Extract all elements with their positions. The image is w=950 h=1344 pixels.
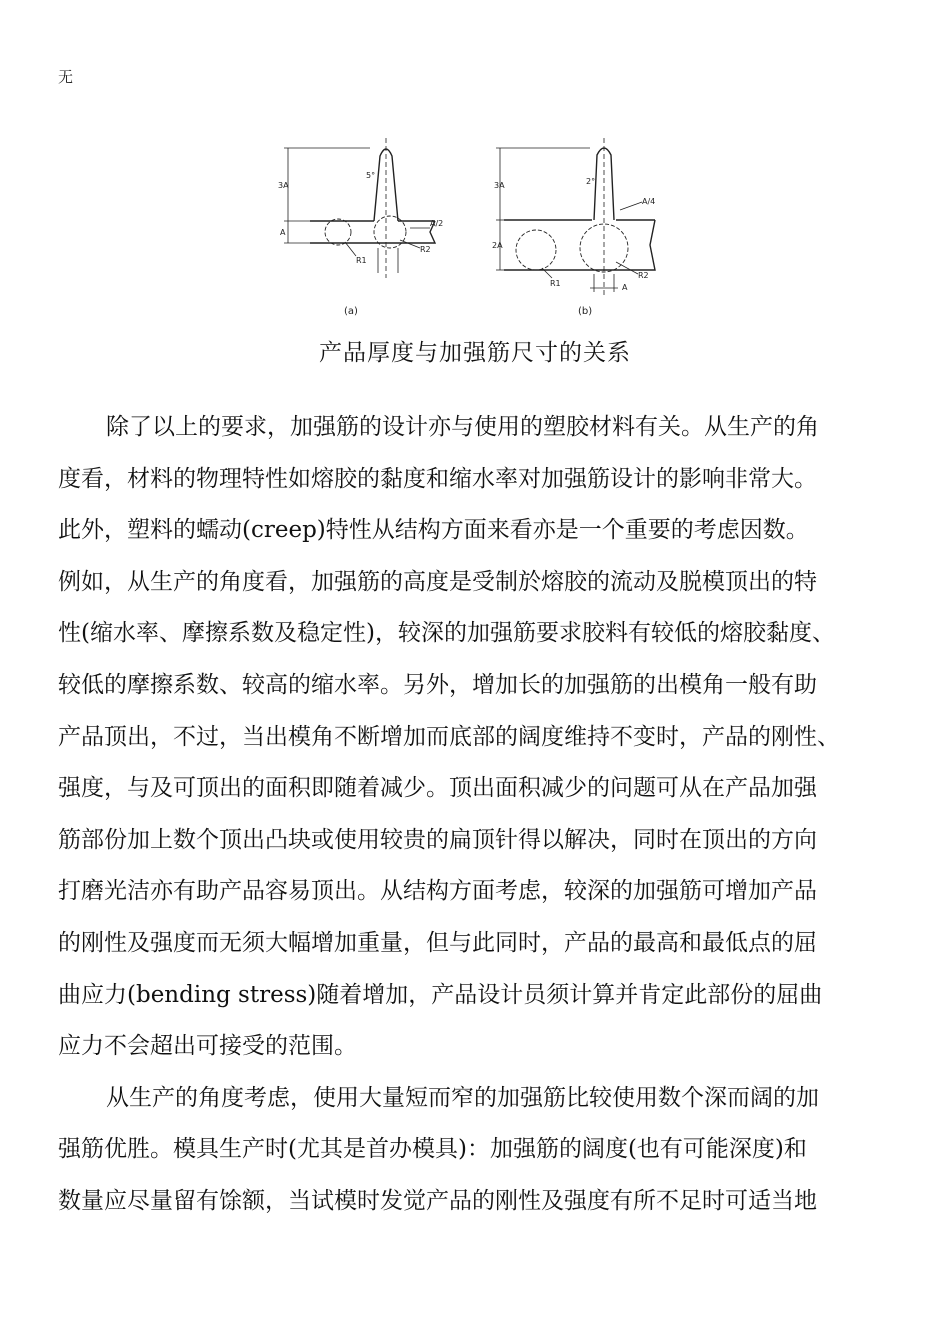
figure-caption: 产品厚度与加强筋尺寸的关系 (319, 340, 631, 366)
rib-dimension-figure (0, 128, 950, 328)
panel-b-angle: 2° (586, 177, 596, 186)
text-line: 强度，与及可顶出的面积即随着减少。顶出面积减少的问题可从在产品加强 (58, 775, 817, 802)
header-mark: 无 (58, 68, 74, 86)
text-line: 除了以上的要求，加强筋的设计亦与使用的塑胶材料有关。从生产的角 (106, 414, 819, 440)
panel-b-rib-tip: A/4 (642, 197, 656, 206)
paragraph (58, 402, 898, 1073)
panel-a-angle: 5° (366, 171, 376, 180)
text-line: 性(缩水率、摩擦系数及稳定性)，较深的加强筋要求胶料有较低的熔胶黏度、 (58, 620, 835, 647)
text-line: 数量应尽量留有馀额，当试模时发觉产品的刚性及强度有所不足时可适当地 (58, 1187, 817, 1214)
panel-a-radius-right: R2 (420, 245, 431, 254)
text-line: 曲应力(bending stress)随着增加，产品设计员须计算并肯定此部份的屈曲 (58, 981, 823, 1008)
text-line: 度看，材料的物理特性如熔胶的黏度和缩水率对加强筋设计的影响非常大。 (58, 465, 817, 492)
panel-b-dim-rib-height: 3A (494, 181, 505, 190)
panel-b-dim-wall: 2A (492, 241, 503, 250)
panel-b-dim-bottom: A (622, 283, 628, 292)
panel-a-dim-rib-height: 3A (278, 181, 289, 190)
panel-a-dim-wall: A (280, 228, 286, 237)
panel-a-rib-tip: A/2 (430, 219, 444, 228)
panel-b-label: (b) (578, 306, 593, 317)
text-line: 筋部份加上数个顶出凸块或使用较贵的扁顶针得以解决，同时在顶出的方向 (58, 826, 817, 853)
text-line: 从生产的角度考虑，使用大量短而窄的加强筋比较使用数个深而阔的加 (106, 1084, 819, 1111)
panel-b-radius-left: R1 (550, 279, 561, 288)
text-line: 的刚性及强度而无须大幅增加重量，但与此同时，产品的最高和最低点的屈 (58, 929, 817, 956)
text-line: 应力不会超出可接受的范围。 (58, 1033, 357, 1060)
text-line: 打磨光洁亦有助产品容易顶出。从结构方面考虑，较深的加强筋可增加产品 (58, 878, 817, 905)
panel-b-drawing (496, 138, 655, 298)
panel-a-label: (a) (344, 306, 358, 317)
rib-diagram-svg (270, 128, 670, 323)
panel-b-radius-right: R2 (638, 271, 649, 280)
paragraph (58, 1073, 898, 1228)
text-line: 强筋优胜。模具生产时(尤其是首办模具)：加强筋的阔度(也有可能深度)和 (58, 1136, 807, 1163)
text-line: 较低的摩擦系数、较高的缩水率。另外，增加长的加强筋的出模角一般有助 (58, 671, 817, 698)
text-line: 产品顶出，不过，当出模角不断增加而底部的阔度维持不变时，产品的刚性、 (58, 723, 840, 750)
body-text (58, 402, 898, 1228)
text-line: 此外，塑料的蠕动(creep)特性从结构方面来看亦是一个重要的考虑因数。 (58, 517, 809, 544)
panel-a-radius-left: R1 (356, 256, 367, 265)
text-line: 例如，从生产的角度看，加强筋的高度是受制於熔胶的流动及脱模顶出的特 (58, 568, 817, 595)
